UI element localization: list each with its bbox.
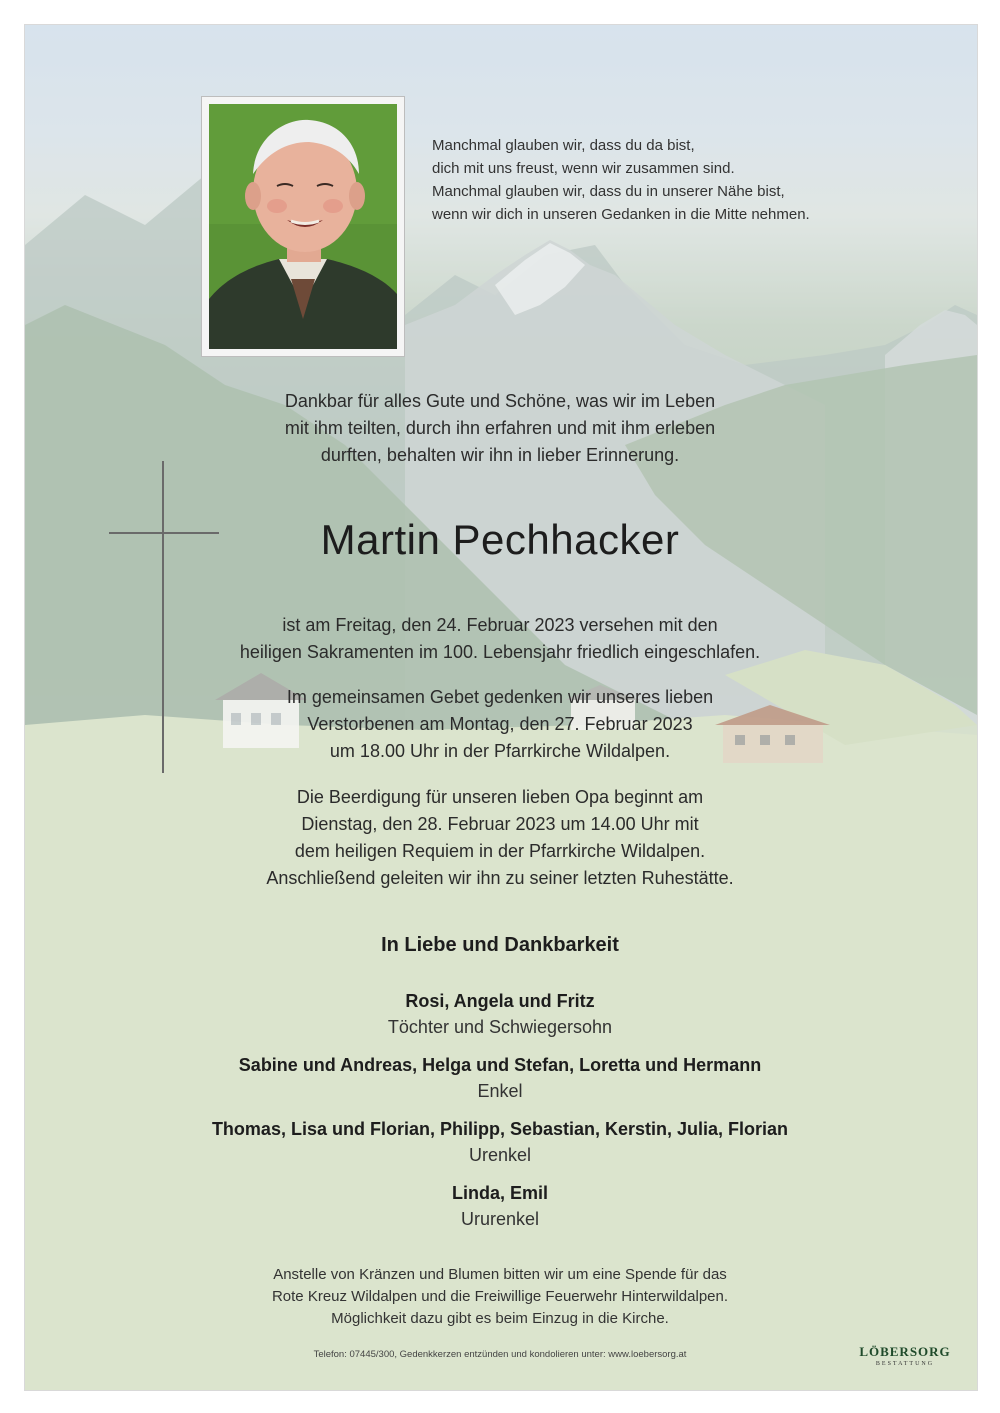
mourner-relation: Töchter und Schwiegersohn [387, 1017, 613, 1037]
funeral-line: Die Beerdigung für unseren lieben Opa beginnt am [296, 787, 704, 807]
poem-line: wenn wir dich in unseren Gedanken in die Mitte nehmen. [432, 206, 810, 223]
announcement-line: ist am Freitag, den 24. Februar 2023 versehen mit den [282, 615, 718, 635]
prayer-line: um 18.00 Uhr in der Pfarrkirche Wildalpen. [329, 741, 671, 761]
donation-line: Anstelle von Kränzen und Blumen bitten wir um eine Spende für das [273, 1266, 727, 1283]
mourner-relation: Ururenkel [460, 1209, 540, 1229]
prayer-line: Im gemeinsamen Gebet gedenken wir unseres lieben [286, 687, 714, 707]
gratitude-line: durften, behalten wir ihn in lieber Erinnerung. [320, 445, 680, 465]
poem-line: Manchmal glauben wir, dass du da bist, [432, 137, 695, 154]
deceased-name: Martin Pechhacker [320, 516, 680, 563]
mourner-group [0, 1052, 1000, 1104]
prayer-info [0, 684, 1000, 765]
funeral-line: Dienstag, den 28. Februar 2023 um 14.00 Uhr mit [301, 814, 699, 834]
donation-note [0, 1264, 1000, 1330]
gratitude-text [0, 388, 1000, 469]
mourner-names: Sabine und Andreas, Helga und Stefan, Loretta und Hermann [238, 1055, 762, 1075]
logo-subtitle: BESTATTUNG [875, 1361, 935, 1367]
gratitude-line: mit ihm teilten, durch ihn erfahren und mit ihm erleben [284, 418, 716, 438]
announcement-line: heiligen Sakramenten im 100. Lebensjahr friedlich eingeschlafen. [239, 642, 761, 662]
portrait-illustration [209, 104, 397, 349]
mourner-group [0, 1116, 1000, 1168]
mourner-names: Linda, Emil [451, 1183, 548, 1203]
funeral-home-logo [850, 1344, 960, 1368]
portrait-frame [201, 96, 405, 357]
logo-name: LÖBERSORG [859, 1344, 951, 1359]
donation-line: Rote Kreuz Wildalpen und die Freiwillige Feuerwehr Hinterwildalpen. [271, 1288, 729, 1305]
mourner-group [0, 1180, 1000, 1232]
mourner-relation: Urenkel [468, 1145, 532, 1165]
funeral-line: Anschließend geleiten wir ihn zu seiner letzten Ruhestätte. [266, 868, 734, 888]
footer-contact: Telefon: 07445/300, Gedenkkerzen entzünden und kondolieren unter: www.loebersorg.at [313, 1349, 687, 1360]
mourner-names: Thomas, Lisa und Florian, Philipp, Sebastian, Kerstin, Julia, Florian [211, 1119, 789, 1139]
donation-line: Möglichkeit dazu gibt es beim Einzug in die Kirche. [331, 1310, 669, 1327]
funeral-info [0, 784, 1000, 892]
mourner-names: Rosi, Angela und Fritz [405, 991, 595, 1011]
prayer-line: Verstorbenen am Montag, den 27. Februar 2023 [307, 714, 693, 734]
mourner-group [0, 988, 1000, 1040]
death-announcement [0, 612, 1000, 666]
gratitude-line: Dankbar für alles Gute und Schöne, was wir im Leben [284, 391, 716, 411]
mourner-relation: Enkel [477, 1081, 523, 1101]
poem-line: Manchmal glauben wir, dass du in unserer Nähe bist, [432, 183, 785, 200]
poem [432, 134, 872, 226]
poem-line: dich mit uns freust, wenn wir zusammen sind. [432, 160, 735, 177]
portrait-photo [209, 104, 397, 349]
mourners-list [0, 988, 1000, 1244]
sign-off-heading: In Liebe und Dankbarkeit [381, 934, 619, 956]
funeral-line: dem heiligen Requiem in der Pfarrkirche Wildalpen. [294, 841, 706, 861]
